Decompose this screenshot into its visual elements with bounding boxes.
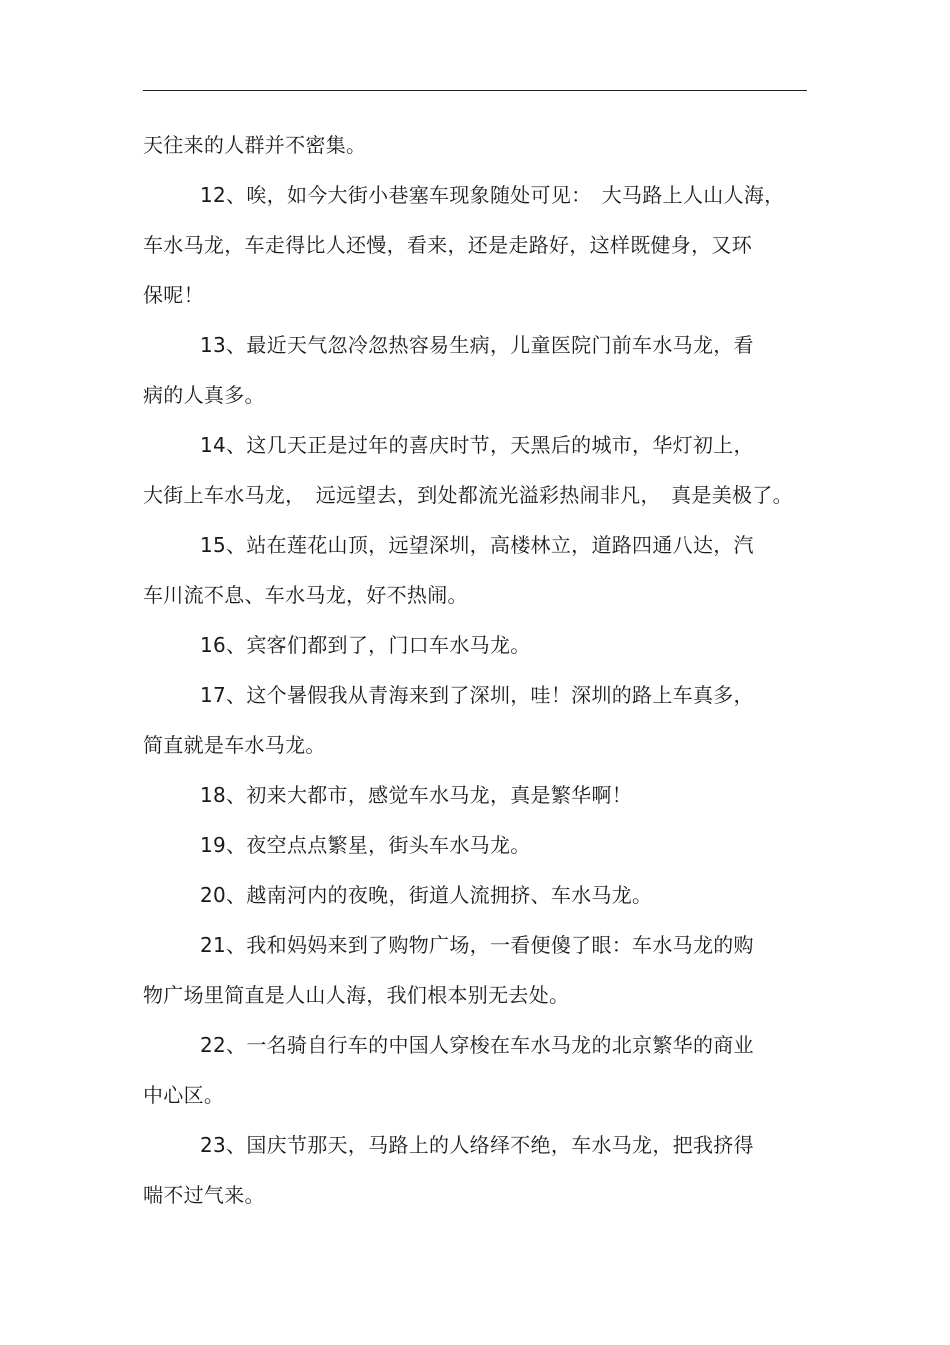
text-line: 简直就是车水马龙。 [143,733,326,757]
text-line: 14、这几天正是过年的喜庆时节，天黑后的城市，华灯初上， [200,433,754,457]
text-line: 保呢！ [143,283,204,307]
text-line: 病的人真多。 [143,383,265,407]
text-line: 12、唉，如今大街小巷塞车现象随处可见： 大马路上人山人海， [200,183,785,207]
text-line: 车川流不息、车水马龙，好不热闹。 [143,583,468,607]
text-line: 20、越南河内的夜晚，街道人流拥挤、车水马龙。 [200,883,653,907]
text-line: 13、最近天气忽冷忽热容易生病，儿童医院门前车水马龙，看 [200,333,754,357]
text-line: 18、初来大都市，感觉车水马龙，真是繁华啊！ [200,783,633,807]
text-line: 天往来的人群并不密集。 [143,133,367,157]
header-rule [143,90,807,91]
text-line: 车水马龙，车走得比人还慢，看来，还是走路好，这样既健身，又环 [143,233,752,257]
text-line: 物广场里简直是人山人海，我们根本别无去处。 [143,983,570,1007]
text-line: 15、站在莲花山顶，远望深圳，高楼林立，道路四通八达，汽 [200,533,754,557]
text-line: 22、一名骑自行车的中国人穿梭在车水马龙的北京繁华的商业 [200,1033,754,1057]
text-line: 21、我和妈妈来到了购物广场，一看便傻了眼：车水马龙的购 [200,933,754,957]
text-line: 喘不过气来。 [143,1183,265,1207]
text-line: 大街上车水马龙， 远远望去，到处都流光溢彩热闹非凡， 真是美极了。 [143,483,793,507]
text-line: 19、夜空点点繁星，街头车水马龙。 [200,833,531,857]
text-line: 中心区。 [143,1083,225,1107]
text-line: 16、宾客们都到了，门口车水马龙。 [200,633,531,657]
text-line: 23、国庆节那天，马路上的人络绎不绝，车水马龙，把我挤得 [200,1133,754,1157]
text-line: 17、这个暑假我从青海来到了深圳，哇！深圳的路上车真多， [200,683,754,707]
document-body [143,120,813,1220]
